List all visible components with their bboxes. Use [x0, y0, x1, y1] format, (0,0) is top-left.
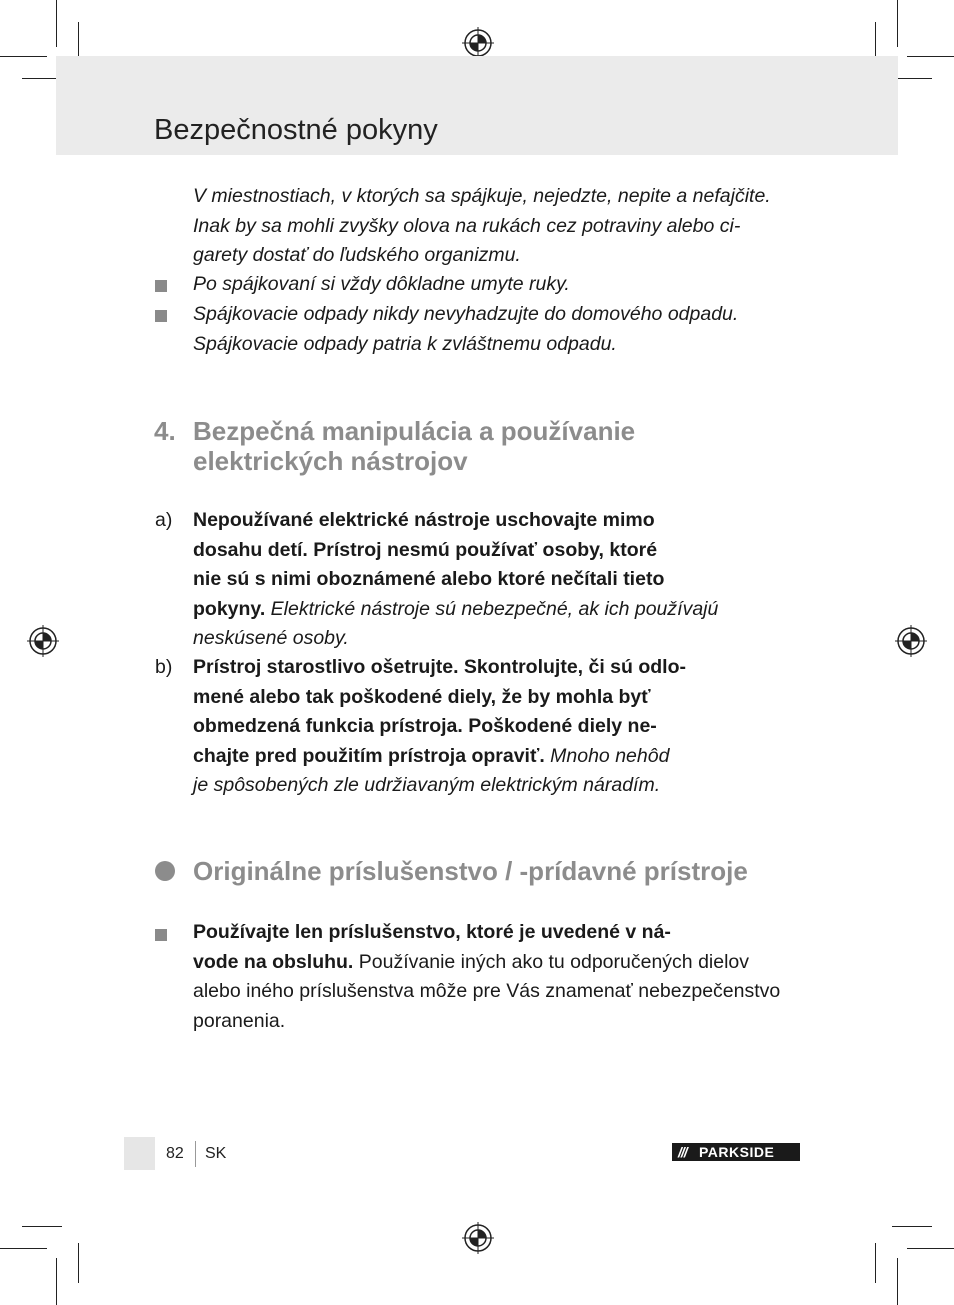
text-line: nie sú s nimi oboznámené alebo ktoré nečítali tieto	[193, 568, 665, 590]
text-line: dosahu detí. Prístroj nesmú používať osoby, ktoré	[193, 538, 658, 561]
text-line: garety dostať do ľudského organizmu.	[193, 244, 521, 266]
page-title: Bezpečnostné pokyny	[154, 114, 438, 146]
safety-item	[193, 506, 803, 654]
text-line: Prístroj starostlivo ošetrujte. Skontrolujte, či sú odlo-	[193, 656, 686, 678]
page-number: 82	[166, 1145, 184, 1162]
text-line: poranenia.	[193, 1009, 286, 1032]
section-number: 4.	[154, 416, 176, 446]
text-line: Spájkovacie odpady nikdy nevyhadzujte do domového odpadu.	[193, 303, 739, 325]
text-line: Nepoužívané elektrické nástroje uschovajte mimo	[193, 509, 655, 531]
item-label: b)	[155, 656, 173, 678]
italic-text: Elektrické nástroje sú nebezpečné, ak ich používajú	[270, 597, 719, 620]
logo-mark: ///	[678, 1144, 687, 1160]
text-line	[193, 595, 803, 625]
item-label: a)	[155, 509, 173, 531]
text-line: Po spájkovaní si vždy dôkladne umyte ruky.	[193, 273, 570, 295]
text-line: Inak by sa mohli zvyšky olova na rukách cez potraviny alebo ci-	[193, 214, 741, 237]
bullet-square-icon	[155, 929, 167, 941]
bullet-square-icon	[155, 310, 167, 322]
text-line	[193, 742, 803, 772]
text-line: mené alebo tak poškodené diely, že by mohla byť	[193, 685, 651, 708]
text-line: obmedzená funkcia prístroja. Poškodené diely ne-	[193, 715, 657, 737]
language-code: SK	[205, 1145, 227, 1162]
bullet-square-icon	[155, 280, 167, 292]
bullet-item	[193, 270, 803, 300]
safety-item	[193, 653, 803, 801]
text-line: V miestnostiach, v ktorých sa spájkuje, nejedzte, nepite a nefajčite.	[193, 185, 771, 207]
section-heading	[154, 416, 804, 478]
registration-mark-icon	[895, 625, 927, 657]
registration-mark-icon	[27, 625, 59, 657]
logo-text: PARKSIDE	[699, 1144, 775, 1160]
section-title	[193, 416, 635, 476]
accessory-item	[193, 918, 803, 1036]
text-line: neskúsené osoby.	[193, 627, 349, 649]
title-line: Bezpečná manipulácia a používanie	[193, 416, 636, 446]
title-line: elektrických nástrojov	[193, 446, 468, 476]
registration-mark-icon	[462, 1222, 494, 1254]
section-heading	[154, 856, 804, 888]
page-tab	[124, 1137, 155, 1170]
bold-text: chajte pred použitím prístroja opraviť.	[193, 744, 545, 767]
bold-text: vode na obsluhu.	[193, 950, 354, 973]
intro-paragraph	[193, 182, 803, 271]
bullet-item	[193, 300, 803, 359]
footer-divider	[195, 1141, 196, 1167]
bold-text: pokyny.	[193, 597, 266, 620]
text-line: Používajte len príslušenstvo, ktoré je uvedené v ná-	[193, 921, 671, 943]
text-line: Spájkovacie odpady patria k zvláštnemu odpadu.	[193, 332, 617, 355]
text-line	[193, 948, 803, 978]
parkside-logo	[672, 1143, 800, 1161]
text-line: alebo iného príslušenstva môže pre Vás znamenať nebezpečenstvo	[193, 980, 781, 1002]
italic-text: Mnoho nehôd	[550, 744, 670, 767]
regular-text: Používanie iných ako tu odporučených dielov	[358, 950, 750, 973]
section-title: Originálne príslušenstvo / -prídavné prístroje	[193, 856, 748, 886]
registration-mark-icon	[462, 27, 494, 59]
text-line: je spôsobených zle udržiavaným elektrickým náradím.	[193, 774, 661, 796]
